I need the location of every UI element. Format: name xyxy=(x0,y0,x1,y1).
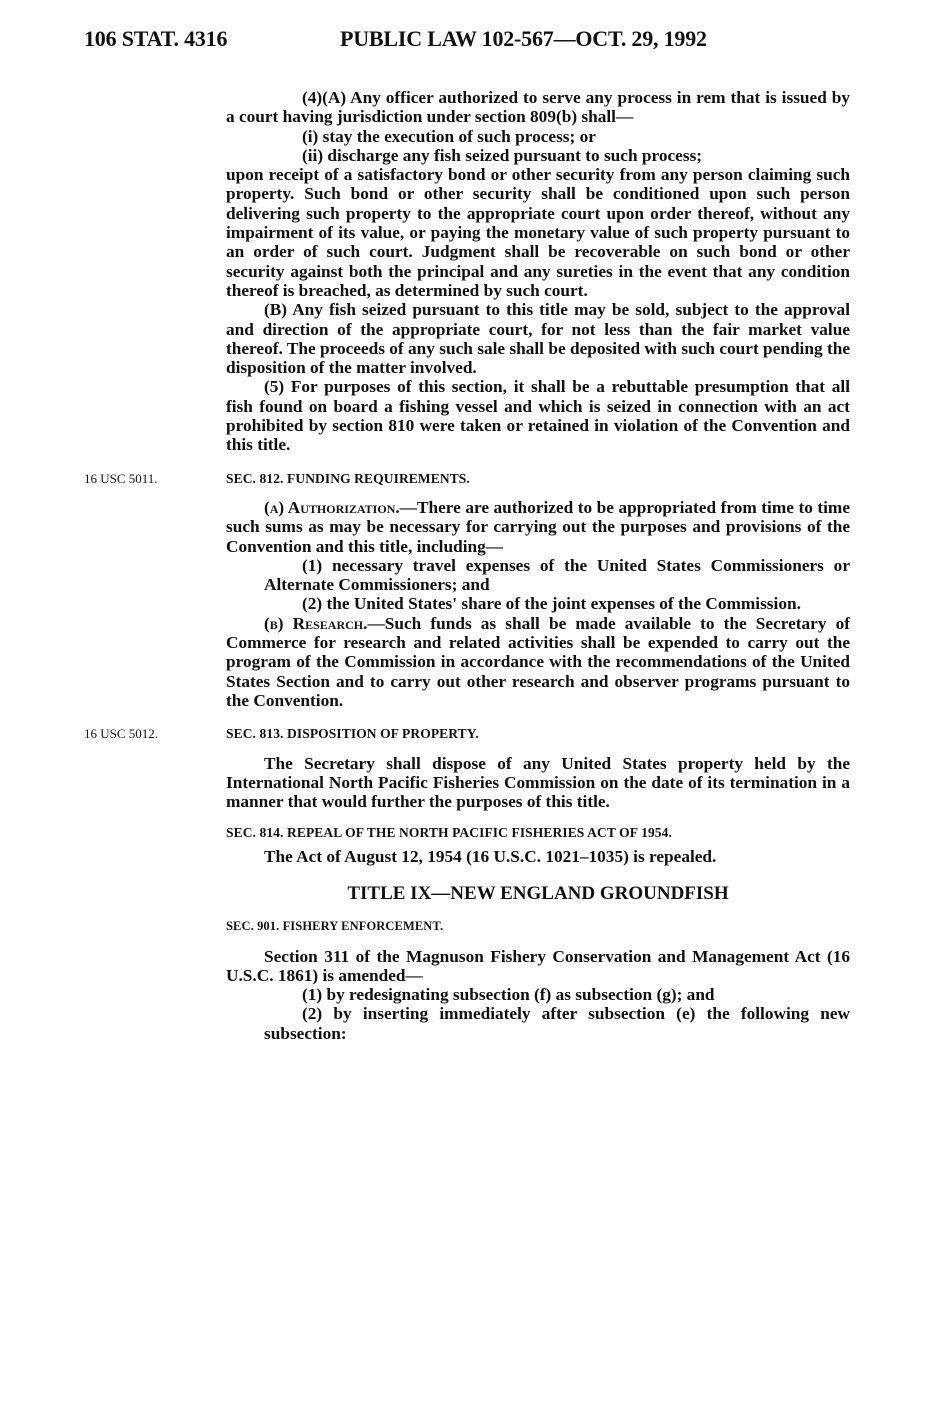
subsection-812b-label: (b) Research. xyxy=(264,613,368,633)
clause-4a-i: (i) stay the execution of such process; or xyxy=(302,126,596,146)
document-body xyxy=(84,88,850,1043)
item-812a-2: (2) the United States' share of the joint expenses of the Commission. xyxy=(302,594,801,614)
subsection-812b-text: —Such funds as shall be made available to the Secretary of Commerce for research and related activities shall be expended to carry out the program of the Commission in accordance with the recommendations of the United States Section and to carry out other research and observer programs pursuant to the Convention. xyxy=(226,613,850,710)
clause-4a-ii: (ii) discharge any fish seized pursuant to such process; xyxy=(302,145,703,165)
section-812-title: SEC. 812. FUNDING REQUIREMENTS. xyxy=(226,470,470,486)
subsection-812b xyxy=(226,614,850,710)
item-901-2: (2) by inserting immediately after subsection (e) the following new subsection: xyxy=(264,1004,850,1043)
paragraph-4b: (B) Any fish seized pursuant to this title may be sold, subject to the approval and direction of the appropriate court, for not less than the fair market value thereof. The proceeds of any such sale shall be deposited with such court pending the disposition of the matter involved. xyxy=(226,300,850,378)
section-812-heading xyxy=(84,469,850,488)
subsection-812a-text: —There are authorized to be appropriated from time to time such sums as may be necessary for carrying out the purposes and provisions of the Convention and this title, including— xyxy=(226,497,850,556)
subsection-812a xyxy=(226,498,850,556)
section-813-title: SEC. 813. DISPOSITION OF PROPERTY. xyxy=(226,726,479,742)
item-812a-1: (1) necessary travel expenses of the United States Commissioners or Alternate Commissioners; and xyxy=(264,555,850,595)
section-814-text: The Act of August 12, 1954 (16 U.S.C. 1021–1035) is repealed. xyxy=(264,846,717,866)
running-header: PUBLIC LAW 102-567—OCT. 29, 1992 xyxy=(340,26,707,51)
section-814-heading: SEC. 814. REPEAL OF THE NORTH PACIFIC FISHERIES ACT OF 1954. xyxy=(226,825,672,841)
section-901-heading: SEC. 901. FISHERY ENFORCEMENT. xyxy=(226,919,444,934)
section-813-heading xyxy=(84,724,850,743)
section-812 xyxy=(84,469,850,711)
section-813 xyxy=(84,724,850,812)
usc-margin-note-5012: 16 USC 5012. xyxy=(84,726,159,742)
title-ix-heading: TITLE IX—NEW ENGLAND GROUNDFISH xyxy=(347,882,729,904)
item-901-1: (1) by redesignating subsection (f) as subsection (g); and xyxy=(302,985,715,1005)
usc-margin-note-5011: 16 USC 5011. xyxy=(84,470,158,486)
section-813-text: The Secretary shall dispose of any United States property held by the International North Pacific Fisheries Commission on the date of its termination in a manner that would further the purposes of this title. xyxy=(226,753,850,812)
paragraph-4a: (4)(A) Any officer authorized to serve any process in rem that is issued by a court having jurisdiction under section 809(b) shall— xyxy=(226,88,850,127)
subsection-812a-label: (a) Authorization. xyxy=(264,497,400,517)
paragraph-4a-continuation: upon receipt of a satisfactory bond or other security from any person claiming such property. Such bond or other security shall be conditioned upon such person delivering such property to the appropriate court upon order thereof, without any impairment of its value, or paying the monetary value of such property pursuant to an order of such court. Judgment shall be recoverable on such bond or other security against both the principal and any sureties in the event that any condition thereof is breached, as determined by such court. xyxy=(226,165,850,300)
paragraph-5: (5) For purposes of this section, it shall be a rebuttable presumption that all fish found on board a fishing vessel and which is seized in connection with an act prohibited by section 810 were taken or retained in violation of the Convention and this title. xyxy=(226,377,850,455)
section-814 xyxy=(226,823,850,866)
page-stat-number: 106 STAT. 4316 xyxy=(84,26,228,51)
section-901 xyxy=(226,917,850,1043)
section-901-text: Section 311 of the Magnuson Fishery Conservation and Management Act (16 U.S.C. 1861) is amended— xyxy=(226,946,850,985)
